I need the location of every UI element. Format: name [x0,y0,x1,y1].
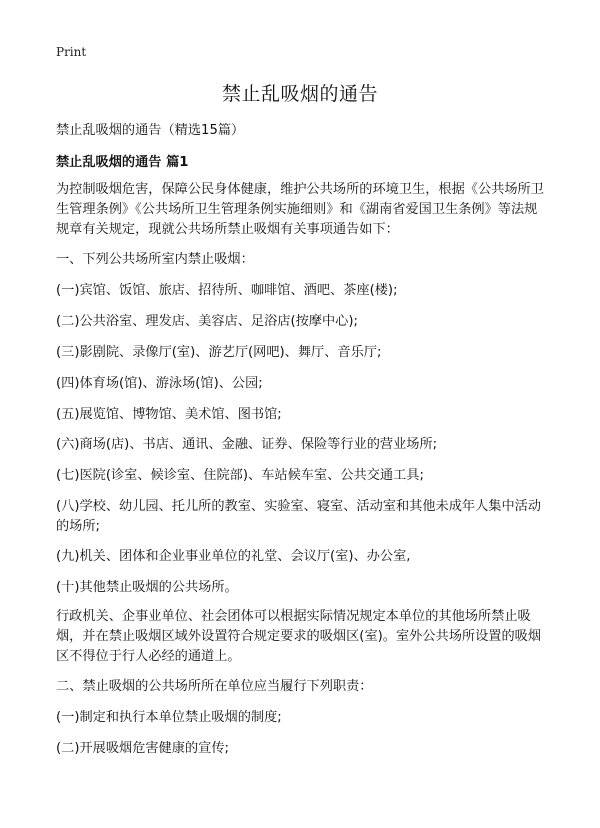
list-item: (七)医院(诊室、候诊室、住院部)、车站候车室、公共交通工具; [56,468,424,483]
list-item: (二)公共浴室、理发店、美容店、足浴店(按摩中心); [56,314,358,329]
list-item: (三)影剧院、录像厅(室)、游艺厅(网吧)、舞厅、音乐厅; [56,345,382,360]
list-item: (一)宾馆、饭馆、旅店、招待所、咖啡馆、酒吧、茶座(楼); [56,283,398,298]
list-item: (一)制定和执行本单位禁止吸烟的制度; [56,710,282,725]
list-item: (八)学校、幼儿园、托儿所的教室、实验室、寝室、活动室和其他未成年人集中活动的场所; [56,499,542,534]
list-item: (六)商场(店)、书店、通讯、金融、证券、保险等行业的营业场所; [56,437,438,452]
document-title: 禁止乱吸烟的通告 [221,83,378,105]
print-label: Print [56,45,87,59]
list-item: (四)体育场(馆)、游泳场(馆)、公园; [56,376,263,391]
section-heading-2: 二、禁止吸烟的公共场所所在单位应当履行下列职责： [56,679,373,694]
section-heading: 禁止乱吸烟的通告 篇1 [56,155,189,170]
list-heading: 一、下列公共场所室内禁止吸烟： [56,252,254,267]
list-item: (二)开展吸烟危害健康的宣传; [56,741,229,756]
list-item: (五)展览馆、博物馆、美术馆、图书馆; [56,407,282,422]
intro-paragraph: 为控制吸烟危害，保障公民身体健康，维护公共场所的环境卫生，根据《公共场所卫生管理条例》《公共场所卫生管理条例实施细则》和《湖南省爱国卫生条例》等法规规章有关规定，现就公共场所禁止吸烟有关事项通告如下： [56,182,544,237]
list-item: (九)机关、团体和企业事业单位的礼堂、会议厅(室)、办公室, [56,549,411,564]
list-item: (十)其他禁止吸烟的公共场所。 [56,580,238,595]
document-subtitle: 禁止乱吸烟的通告（精选15篇） [56,123,245,138]
body-paragraph: 行政机关、企事业单位、社会团体可以根据实际情况规定本单位的其他场所禁止吸烟，并在禁止吸烟区域外设置符合规定要求的吸烟区(室)。室外公共场所设置的吸烟区不得位于行人必经的通道上。 [56,609,542,664]
